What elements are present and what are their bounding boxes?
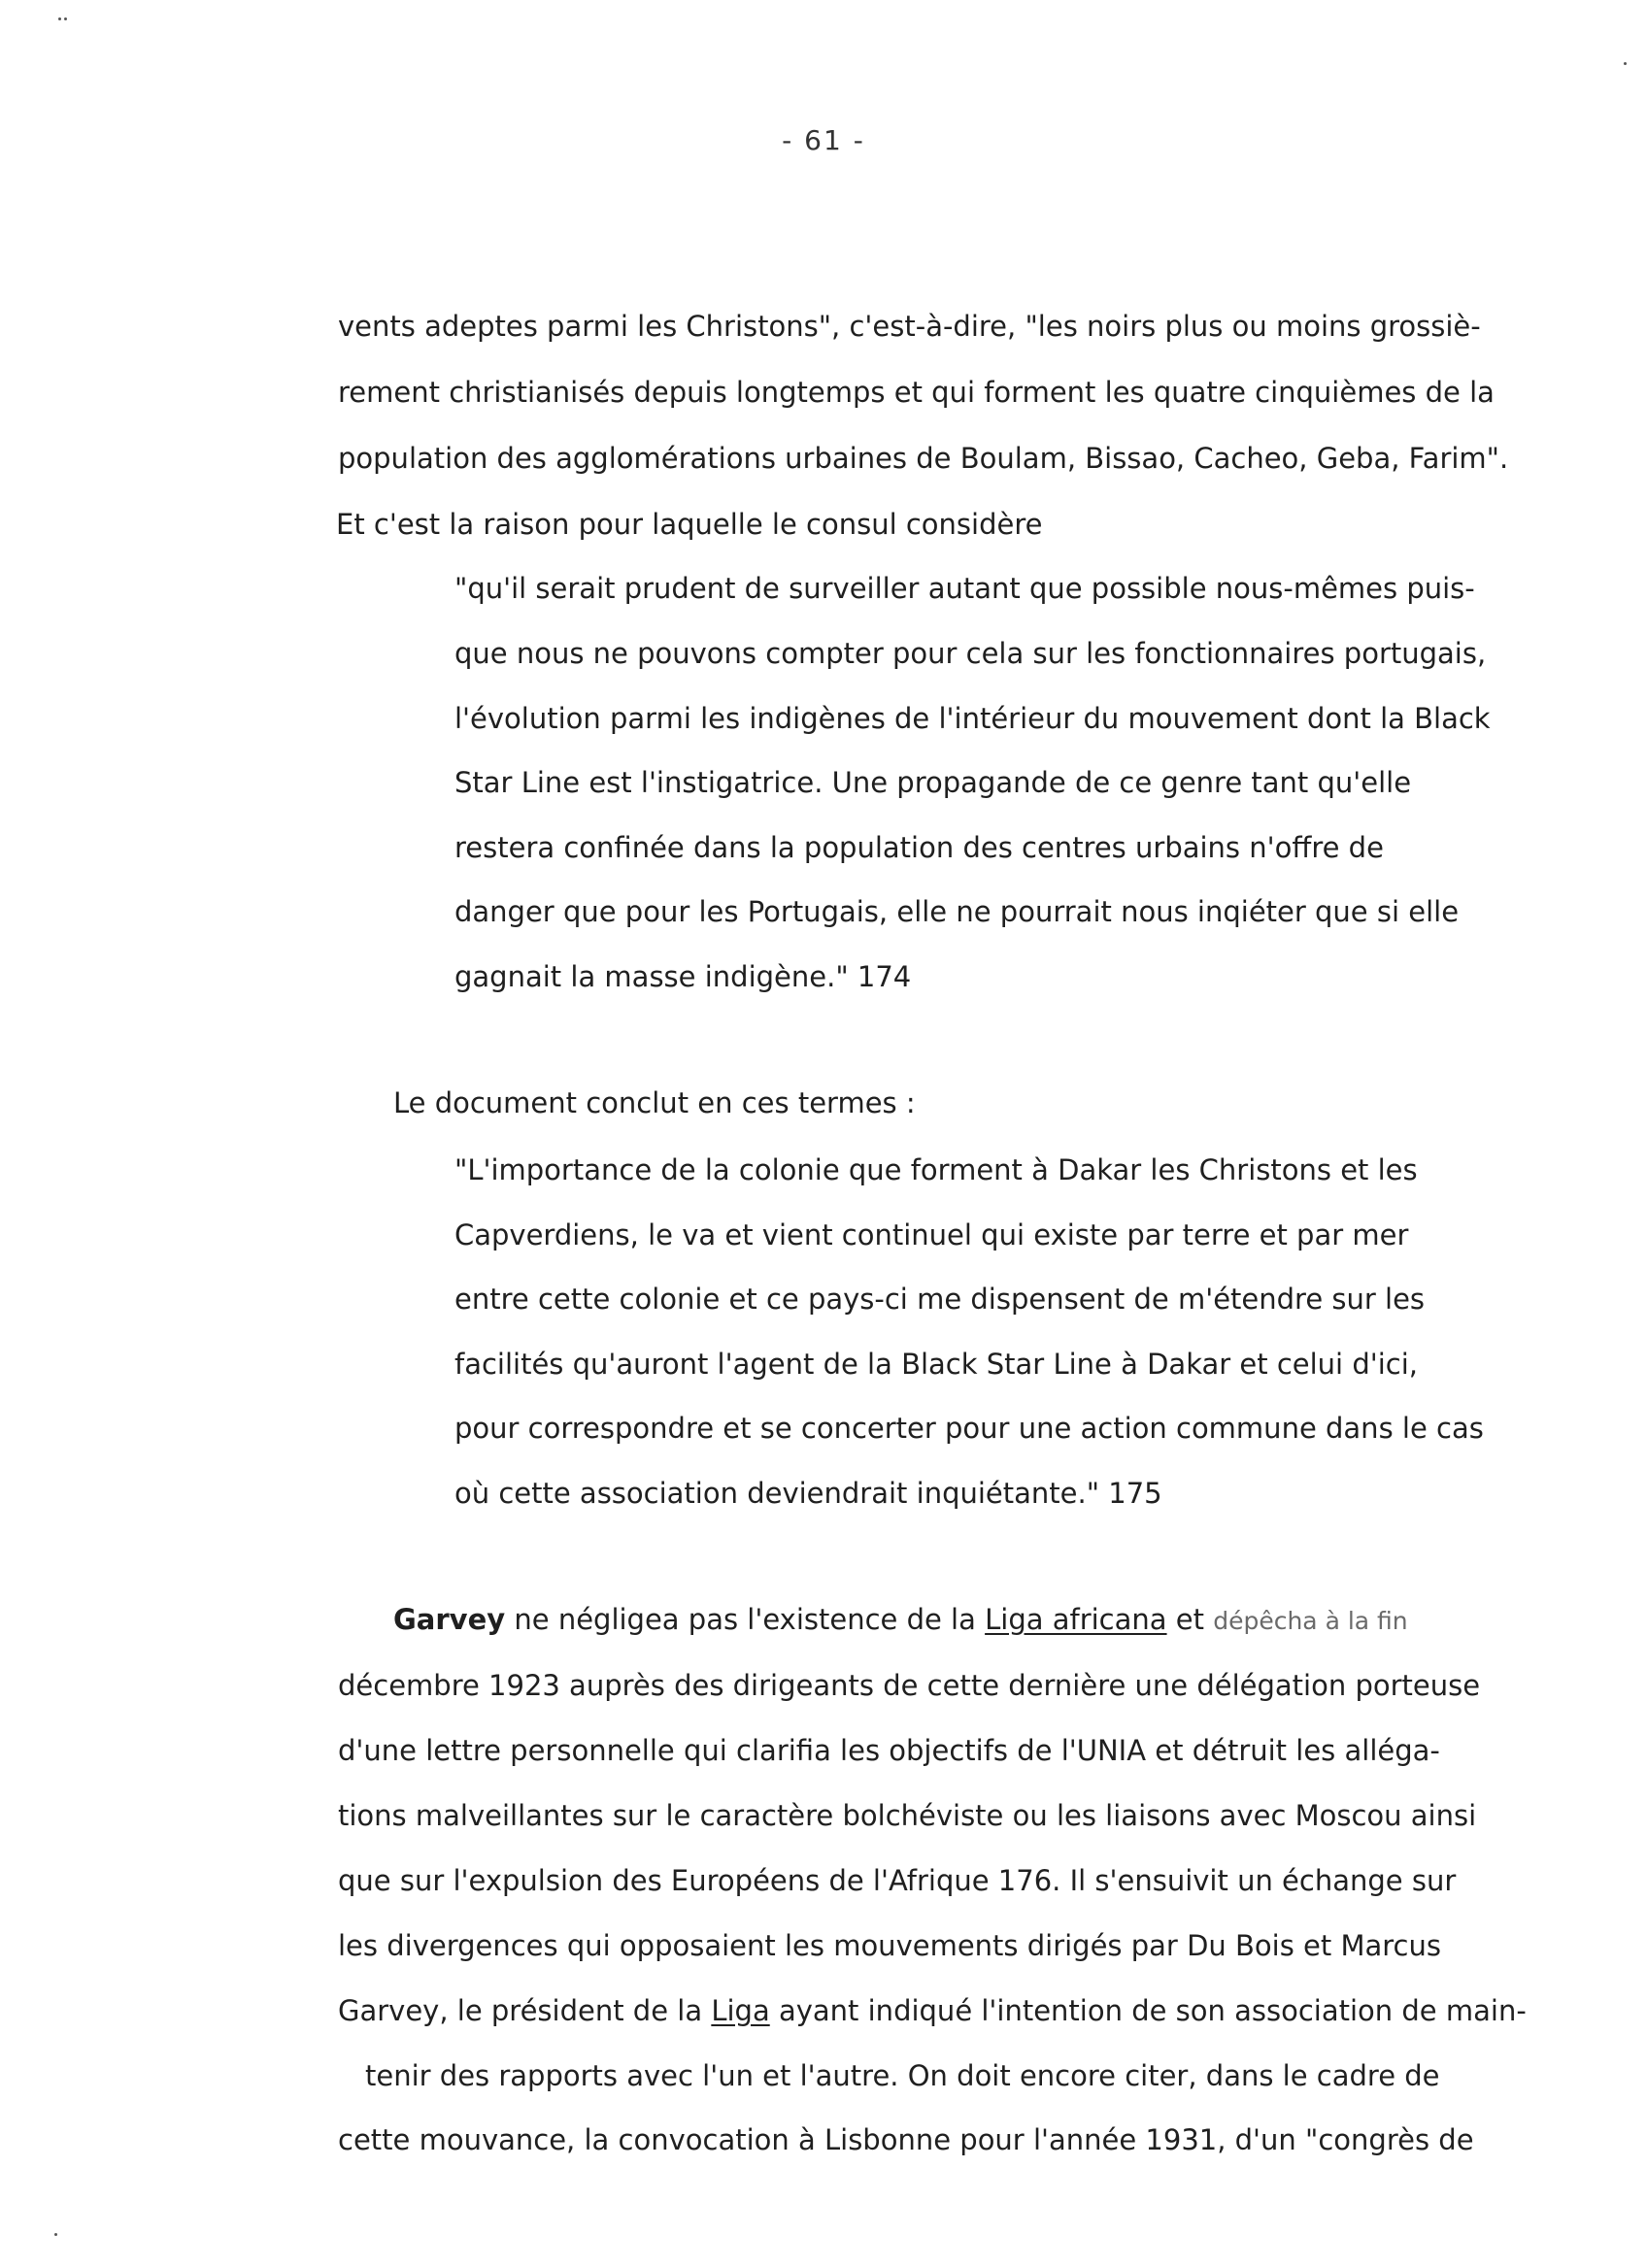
scan-speck (1624, 62, 1627, 65)
quote1-line-7: gagnait la masse indigène." 174 (454, 960, 912, 993)
scan-speck (58, 17, 61, 20)
quote2-line-5: pour correspondre et se concerter pour une action commune dans le cas (454, 1412, 1484, 1445)
quote1-line-2: que nous ne pouvons compter pour cela sur les fonctionnaires portugais, (454, 637, 1487, 670)
quote2-line-4: facilités qu'auront l'agent de la Black Star Line à Dakar et celui d'ici, (454, 1348, 1418, 1381)
para2-line-7-text-b: ayant indiqué l'intention de son association de main- (769, 1994, 1527, 2027)
page-number: - 61 - (782, 124, 865, 156)
quote1-line-4: Star Line est l'instigatrice. Une propagande de ce genre tant qu'elle (454, 766, 1412, 799)
para2-line-7 (338, 1993, 1527, 2028)
quote2-line-6: où cette association deviendrait inquiétante." 175 (454, 1477, 1162, 1510)
para2-line-9: cette mouvance, la convocation à Lisbonne pour l'année 1931, d'un "congrès de (338, 2123, 1474, 2156)
scan-speck (54, 2233, 57, 2236)
scan-speck (64, 17, 67, 20)
quote1-line-5: restera confinée dans la population des centres urbains n'offre de (454, 831, 1384, 864)
para2-line-1 (393, 1602, 1408, 1639)
para2-line-2: décembre 1923 auprès des dirigeants de cette dernière une délégation porteuse (338, 1669, 1481, 1702)
para2-line-1-text-b: et (1166, 1603, 1214, 1636)
garvey-name: Garvey (393, 1603, 506, 1636)
body-line-3: population des agglomérations urbaines de Boulam, Bissao, Cacheo, Geba, Farim". (338, 442, 1509, 475)
quote1-line-3: l'évolution parmi les indigènes de l'intérieur du mouvement dont la Black (454, 702, 1491, 735)
para2-line-3: d'une lettre personnelle qui clarifia les objectifs de l'UNIA et détruit les alléga- (338, 1734, 1440, 1767)
para2-line-6: les divergences qui opposaient les mouvements dirigés par Du Bois et Marcus (338, 1929, 1441, 1962)
liga-ref: Liga (711, 1994, 770, 2027)
conclusion-intro: Le document conclut en ces termes : (393, 1086, 916, 1119)
body-line-4: Et c'est la raison pour laquelle le consul considère (336, 508, 1043, 541)
quote1-line-6: danger que pour les Portugais, elle ne pourrait nous inqiéter que si elle (454, 895, 1460, 928)
body-line-2: rement christianisés depuis longtemps et qui forment les quatre cinquièmes de la (338, 376, 1495, 409)
para2-line-5: que sur l'expulsion des Européens de l'Afrique 176. Il s'ensuivit un échange sur (338, 1864, 1457, 1897)
quote2-line-1: "L'importance de la colonie que forment à Dakar les Christons et les (454, 1153, 1418, 1186)
quote2-line-3: entre cette colonie et ce pays-ci me dispensent de m'étendre sur les (454, 1283, 1426, 1316)
liga-africana-ref: Liga africana (985, 1603, 1167, 1636)
quote1-line-1: "qu'il serait prudent de surveiller autant que possible nous-mêmes puis- (454, 572, 1475, 605)
para2-line-1-text-a: ne négligea pas l'existence de la (505, 1603, 986, 1636)
body-line-1: vents adeptes parmi les Christons", c'est-à-dire, "les noirs plus ou moins grossiè- (338, 310, 1481, 343)
quote2-line-2: Capverdiens, le va et vient continuel qui existe par terre et par mer (454, 1218, 1409, 1251)
para2-line-4: tions malveillantes sur le caractère bolchéviste ou les liaisons avec Moscou ainsi (338, 1799, 1477, 1832)
para2-line-8: tenir des rapports avec l'un et l'autre. On doit encore citer, dans le cadre de (365, 2059, 1440, 2092)
para2-line-7-text-a: Garvey, le président de la (338, 1994, 712, 2027)
para2-line-1-text-c: dépêcha à la fin (1213, 1607, 1408, 1635)
